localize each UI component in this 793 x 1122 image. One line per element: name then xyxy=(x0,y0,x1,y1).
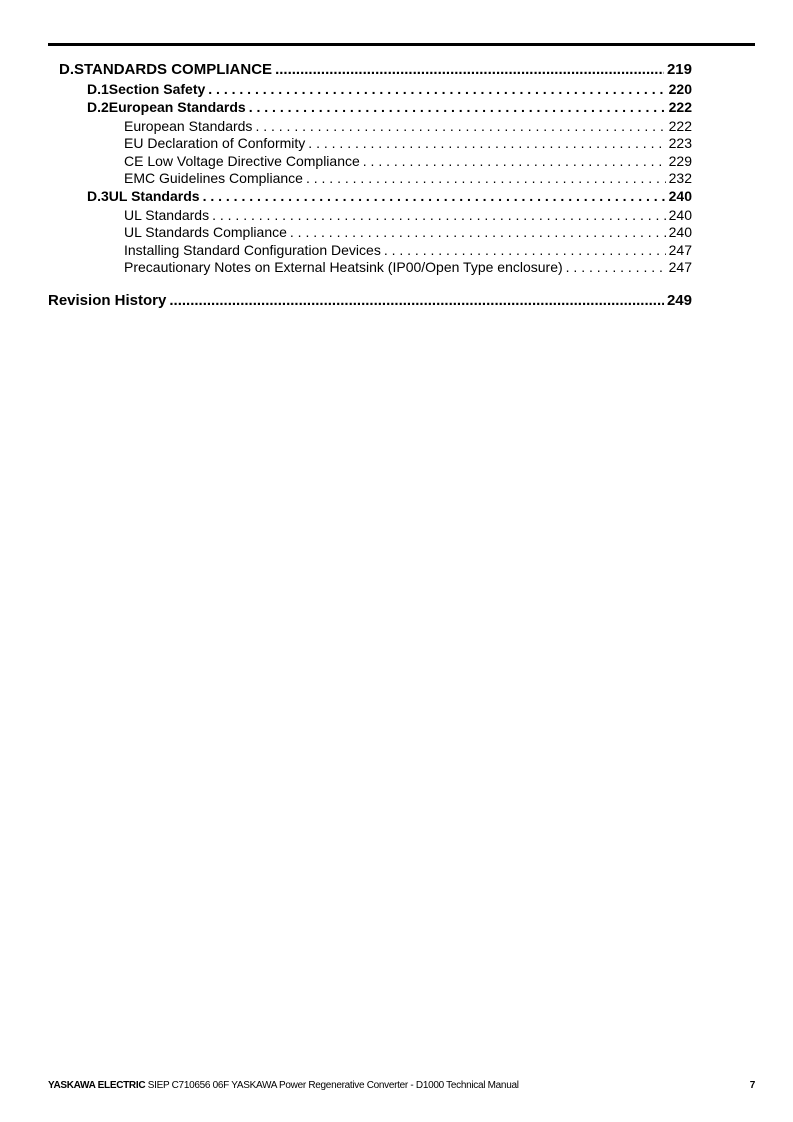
subsection-title: CE Low Voltage Directive Compliance xyxy=(124,153,360,169)
subsection-page: 247 xyxy=(668,242,692,258)
toc-subsection-entry[interactable] xyxy=(124,224,692,241)
subsection-page: 240 xyxy=(668,207,692,223)
dot-leader xyxy=(212,207,666,224)
toc-section-entry[interactable] xyxy=(87,81,692,98)
dot-leader xyxy=(275,61,664,78)
toc-subsection-entry[interactable] xyxy=(124,242,692,259)
subsection-title: European Standards xyxy=(124,118,253,134)
subsection-title: EU Declaration of Conformity xyxy=(124,135,306,151)
dot-leader xyxy=(169,292,664,309)
footer-brand: YASKAWA ELECTRIC xyxy=(48,1080,146,1091)
page-footer xyxy=(48,1080,755,1091)
dot-leader xyxy=(255,118,665,135)
section-number: D.2 xyxy=(87,99,109,115)
footer-page-number: 7 xyxy=(749,1080,755,1091)
subsection-title: Installing Standard Configuration Devices xyxy=(124,242,381,258)
dot-leader xyxy=(363,153,666,170)
subsection-page: 232 xyxy=(668,170,692,186)
toc-section-entry[interactable] xyxy=(87,99,692,116)
section-title: UL Standards xyxy=(108,188,200,204)
dot-leader xyxy=(384,242,666,259)
header-rule xyxy=(48,43,755,46)
revision-page: 249 xyxy=(666,292,692,309)
subsection-page: 229 xyxy=(668,153,692,169)
subsection-title: UL Standards Compliance xyxy=(124,224,287,240)
toc-section-entry[interactable] xyxy=(87,188,692,205)
dot-leader xyxy=(566,259,666,276)
dot-leader xyxy=(249,99,666,116)
dot-leader xyxy=(308,135,665,152)
section-number: D.3 xyxy=(87,188,109,204)
toc-subsection-entry[interactable] xyxy=(124,153,692,170)
toc-subsection-entry[interactable] xyxy=(124,118,692,135)
section-title: Section Safety xyxy=(108,81,206,97)
subsection-page: 223 xyxy=(668,135,692,151)
dot-leader xyxy=(203,188,666,205)
section-number: D.1 xyxy=(87,81,109,97)
toc-subsection-entry[interactable] xyxy=(124,259,692,276)
dot-leader xyxy=(208,81,665,98)
subsection-page: 222 xyxy=(668,118,692,134)
dot-leader xyxy=(290,224,666,241)
subsection-title: EMC Guidelines Compliance xyxy=(124,170,303,186)
subsection-title: Precautionary Notes on External Heatsink (IP00/Open Type enclosure) xyxy=(124,259,563,275)
chapter-title: STANDARDS COMPLIANCE xyxy=(74,61,273,78)
footer-text xyxy=(48,1080,519,1091)
subsection-page: 247 xyxy=(668,259,692,275)
toc-subsection-entry[interactable] xyxy=(124,207,692,224)
subsection-page: 240 xyxy=(668,224,692,240)
toc-revision-entry[interactable] xyxy=(48,292,692,309)
toc-chapter-entry[interactable] xyxy=(59,61,692,78)
section-title: European Standards xyxy=(108,99,246,115)
chapter-number: D. xyxy=(59,61,74,78)
section-page: 220 xyxy=(668,81,692,97)
section-page: 222 xyxy=(668,99,692,115)
footer-document-title: SIEP C710656 06F YASKAWA Power Regenerative Converter - D1000 Technical Manual xyxy=(147,1080,519,1091)
revision-title: Revision History xyxy=(48,292,167,309)
subsection-title: UL Standards xyxy=(124,207,210,223)
toc-subsection-entry[interactable] xyxy=(124,135,692,152)
chapter-page: 219 xyxy=(666,61,692,78)
toc-subsection-entry[interactable] xyxy=(124,170,692,187)
section-page: 240 xyxy=(668,188,692,204)
dot-leader xyxy=(306,170,666,187)
